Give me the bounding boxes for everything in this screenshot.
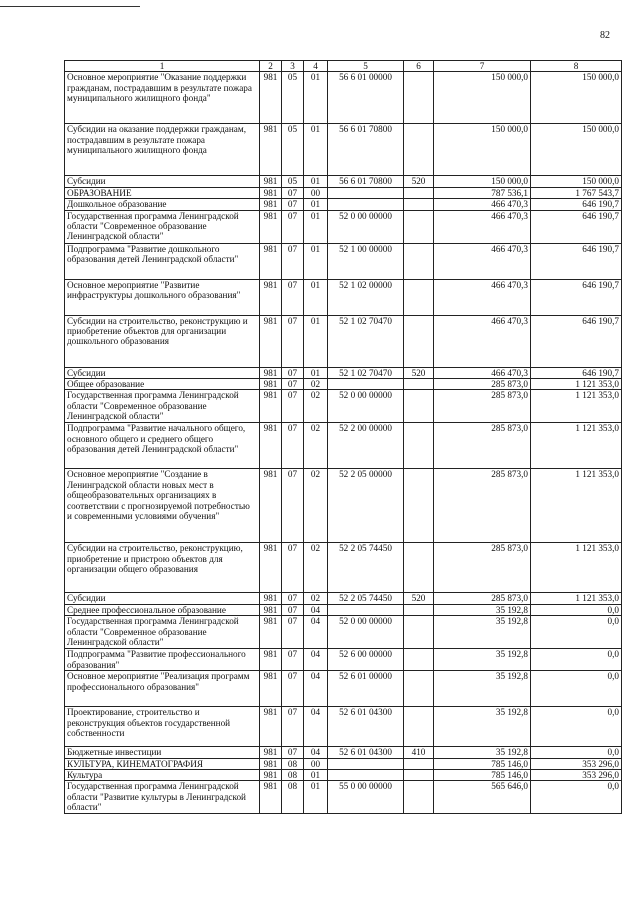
target-article-cell — [328, 770, 404, 781]
row-name-cell: Государственная программа Ленинградской области "Современное образование Ленинградской области" — [65, 390, 260, 423]
section-code-cell: 07 — [282, 616, 304, 649]
row-name-cell: Бюджетные инвестиции — [65, 747, 260, 758]
table-row — [65, 543, 622, 593]
section-code-cell: 07 — [282, 469, 304, 543]
target-article-cell: 52 6 01 04300 — [328, 707, 404, 747]
amount-year2-cell: 646 190,7 — [531, 210, 622, 243]
amount-year1-cell: 35 192,8 — [434, 707, 531, 747]
section-code-cell: 05 — [282, 72, 304, 124]
target-article-cell: 52 1 02 00000 — [328, 279, 404, 315]
subsection-code-cell: 04 — [304, 747, 328, 758]
amount-year2-cell: 353 296,0 — [531, 770, 622, 781]
table-row — [65, 781, 622, 814]
subsection-code-cell: 04 — [304, 604, 328, 615]
amount-year1-cell: 466 470,3 — [434, 243, 531, 279]
expense-type-cell — [404, 72, 434, 124]
page-number: 82 — [600, 30, 610, 41]
amount-year2-cell: 1 121 353,0 — [531, 390, 622, 423]
admin-code-cell: 981 — [260, 707, 282, 747]
target-article-cell: 52 0 00 00000 — [328, 616, 404, 649]
admin-code-cell: 981 — [260, 243, 282, 279]
admin-code-cell: 981 — [260, 423, 282, 469]
amount-year1-cell: 785 146,0 — [434, 758, 531, 769]
expense-type-cell: 520 — [404, 593, 434, 604]
table-row — [65, 315, 622, 367]
table-row — [65, 747, 622, 758]
amount-year1-cell: 285 873,0 — [434, 543, 531, 593]
amount-year2-cell: 0,0 — [531, 616, 622, 649]
amount-year2-cell: 150 000,0 — [531, 72, 622, 124]
header-row — [65, 61, 622, 72]
section-code-cell: 07 — [282, 379, 304, 390]
section-code-cell: 08 — [282, 758, 304, 769]
row-name-cell: Дошкольное образование — [65, 199, 260, 210]
table-row — [65, 671, 622, 707]
admin-code-cell: 981 — [260, 770, 282, 781]
target-article-cell: 52 2 05 74450 — [328, 593, 404, 604]
admin-code-cell: 981 — [260, 758, 282, 769]
expense-type-cell: 520 — [404, 176, 434, 187]
amount-year2-cell: 1 121 353,0 — [531, 543, 622, 593]
admin-code-cell: 981 — [260, 187, 282, 198]
expense-type-cell — [404, 124, 434, 176]
amount-year2-cell: 150 000,0 — [531, 176, 622, 187]
expense-type-cell — [404, 279, 434, 315]
subsection-code-cell: 01 — [304, 124, 328, 176]
amount-year2-cell: 0,0 — [531, 604, 622, 615]
subsection-code-cell: 01 — [304, 367, 328, 378]
top-rule — [0, 6, 140, 7]
subsection-code-cell: 01 — [304, 210, 328, 243]
amount-year1-cell: 285 873,0 — [434, 390, 531, 423]
amount-year2-cell: 0,0 — [531, 781, 622, 814]
column-header: 7 — [434, 61, 531, 72]
target-article-cell: 52 2 05 00000 — [328, 469, 404, 543]
subsection-code-cell: 02 — [304, 543, 328, 593]
section-code-cell: 08 — [282, 770, 304, 781]
row-name-cell: Среднее профессиональное образование — [65, 604, 260, 615]
row-name-cell: Культура — [65, 770, 260, 781]
expense-type-cell — [404, 770, 434, 781]
admin-code-cell: 981 — [260, 176, 282, 187]
expense-type-cell — [404, 390, 434, 423]
row-name-cell: Субсидии — [65, 593, 260, 604]
row-name-cell: Основное мероприятие "Реализация программ профессионального образования" — [65, 671, 260, 707]
subsection-code-cell: 00 — [304, 758, 328, 769]
expense-type-cell — [404, 649, 434, 671]
row-name-cell: Государственная программа Ленинградской области "Современное образование Ленинградской области" — [65, 210, 260, 243]
row-name-cell: Подпрограмма "Развитие начального общего, основного общего и среднего общего образования детей Ленинградской области" — [65, 423, 260, 469]
column-header: 8 — [531, 61, 622, 72]
admin-code-cell: 981 — [260, 543, 282, 593]
amount-year1-cell: 35 192,8 — [434, 604, 531, 615]
amount-year1-cell: 150 000,0 — [434, 72, 531, 124]
section-code-cell: 07 — [282, 543, 304, 593]
amount-year1-cell: 466 470,3 — [434, 315, 531, 367]
table-row — [65, 758, 622, 769]
section-code-cell: 07 — [282, 649, 304, 671]
table-row — [65, 199, 622, 210]
section-code-cell: 07 — [282, 187, 304, 198]
section-code-cell: 07 — [282, 671, 304, 707]
expense-type-cell — [404, 707, 434, 747]
target-article-cell — [328, 604, 404, 615]
column-header: 2 — [260, 61, 282, 72]
section-code-cell: 07 — [282, 747, 304, 758]
expense-type-cell — [404, 781, 434, 814]
subsection-code-cell: 02 — [304, 423, 328, 469]
row-name-cell: Государственная программа Ленинградской области "Развитие культуры в Ленинградской области" — [65, 781, 260, 814]
subsection-code-cell: 01 — [304, 279, 328, 315]
table-row — [65, 469, 622, 543]
target-article-cell — [328, 199, 404, 210]
subsection-code-cell: 01 — [304, 770, 328, 781]
section-code-cell: 05 — [282, 124, 304, 176]
section-code-cell: 05 — [282, 176, 304, 187]
amount-year2-cell: 1 767 543,7 — [531, 187, 622, 198]
row-name-cell: Проектирование, строительство и реконструкция объектов государственной собственности — [65, 707, 260, 747]
admin-code-cell: 981 — [260, 649, 282, 671]
target-article-cell: 56 6 01 70800 — [328, 176, 404, 187]
amount-year1-cell: 35 192,8 — [434, 747, 531, 758]
amount-year1-cell: 150 000,0 — [434, 176, 531, 187]
table-row — [65, 379, 622, 390]
amount-year2-cell: 646 190,7 — [531, 315, 622, 367]
amount-year1-cell: 466 470,3 — [434, 279, 531, 315]
admin-code-cell: 981 — [260, 379, 282, 390]
amount-year1-cell: 150 000,0 — [434, 124, 531, 176]
row-name-cell: Субсидии на строительство, реконструкцию, приобретение и пристрою объектов для организации общего образования — [65, 543, 260, 593]
expense-type-cell — [404, 315, 434, 367]
row-name-cell: Субсидии на строительство, реконструкцию и приобретение объектов для организации дошкольного образования — [65, 315, 260, 367]
target-article-cell: 52 1 02 70470 — [328, 315, 404, 367]
amount-year1-cell: 285 873,0 — [434, 423, 531, 469]
subsection-code-cell: 02 — [304, 469, 328, 543]
expense-type-cell — [404, 243, 434, 279]
table-row — [65, 176, 622, 187]
table-row — [65, 593, 622, 604]
target-article-cell: 52 6 00 00000 — [328, 649, 404, 671]
column-header: 4 — [304, 61, 328, 72]
amount-year2-cell: 0,0 — [531, 671, 622, 707]
admin-code-cell: 981 — [260, 279, 282, 315]
amount-year1-cell: 466 470,3 — [434, 367, 531, 378]
section-code-cell: 07 — [282, 593, 304, 604]
expense-type-cell — [404, 543, 434, 593]
subsection-code-cell: 02 — [304, 379, 328, 390]
expense-type-cell — [404, 671, 434, 707]
table-row — [65, 649, 622, 671]
section-code-cell: 07 — [282, 279, 304, 315]
section-code-cell: 07 — [282, 423, 304, 469]
row-name-cell: Основное мероприятие "Создание в Ленинградской области новых мест в общеобразовательных организациях в соответствии с прогнозируемой потребностью и современными условиями обучения" — [65, 469, 260, 543]
table-row — [65, 423, 622, 469]
admin-code-cell: 981 — [260, 781, 282, 814]
table-row — [65, 187, 622, 198]
row-name-cell: Общее образование — [65, 379, 260, 390]
table-row — [65, 367, 622, 378]
subsection-code-cell: 04 — [304, 707, 328, 747]
table-body — [65, 72, 622, 814]
budget-table — [64, 60, 622, 814]
subsection-code-cell: 04 — [304, 649, 328, 671]
table-row — [65, 72, 622, 124]
target-article-cell — [328, 379, 404, 390]
expense-type-cell — [404, 469, 434, 543]
subsection-code-cell: 01 — [304, 72, 328, 124]
column-header: 3 — [282, 61, 304, 72]
subsection-code-cell: 02 — [304, 593, 328, 604]
table-row — [65, 390, 622, 423]
row-name-cell: Субсидии на оказание поддержки гражданам, пострадавшим в результате пожара муниципального жилищного фонда — [65, 124, 260, 176]
expense-type-cell — [404, 210, 434, 243]
table-row — [65, 279, 622, 315]
admin-code-cell: 981 — [260, 367, 282, 378]
expense-type-cell — [404, 616, 434, 649]
admin-code-cell: 981 — [260, 315, 282, 367]
amount-year2-cell: 1 121 353,0 — [531, 593, 622, 604]
subsection-code-cell: 02 — [304, 390, 328, 423]
row-name-cell: Подпрограмма "Развитие дошкольного образования детей Ленинградской области" — [65, 243, 260, 279]
subsection-code-cell: 00 — [304, 187, 328, 198]
amount-year1-cell: 466 470,3 — [434, 199, 531, 210]
amount-year1-cell: 466 470,3 — [434, 210, 531, 243]
amount-year2-cell: 646 190,7 — [531, 199, 622, 210]
row-name-cell: Государственная программа Ленинградской области "Современное образование Ленинградской области" — [65, 616, 260, 649]
target-article-cell: 52 1 02 70470 — [328, 367, 404, 378]
subsection-code-cell: 01 — [304, 176, 328, 187]
admin-code-cell: 981 — [260, 616, 282, 649]
row-name-cell: Субсидии — [65, 367, 260, 378]
target-article-cell: 52 6 01 04300 — [328, 747, 404, 758]
admin-code-cell: 981 — [260, 593, 282, 604]
table-row — [65, 616, 622, 649]
target-article-cell: 56 6 01 00000 — [328, 72, 404, 124]
amount-year1-cell: 785 146,0 — [434, 770, 531, 781]
target-article-cell: 52 0 00 00000 — [328, 210, 404, 243]
expense-type-cell: 410 — [404, 747, 434, 758]
admin-code-cell: 981 — [260, 124, 282, 176]
amount-year2-cell: 1 121 353,0 — [531, 423, 622, 469]
admin-code-cell: 981 — [260, 390, 282, 423]
admin-code-cell: 981 — [260, 210, 282, 243]
target-article-cell: 52 0 00 00000 — [328, 390, 404, 423]
section-code-cell: 07 — [282, 367, 304, 378]
subsection-code-cell: 01 — [304, 781, 328, 814]
subsection-code-cell: 01 — [304, 315, 328, 367]
amount-year2-cell: 1 121 353,0 — [531, 469, 622, 543]
amount-year1-cell: 565 646,0 — [434, 781, 531, 814]
table-row — [65, 770, 622, 781]
section-code-cell: 07 — [282, 707, 304, 747]
subsection-code-cell: 01 — [304, 199, 328, 210]
amount-year2-cell: 0,0 — [531, 707, 622, 747]
expense-type-cell — [404, 379, 434, 390]
amount-year1-cell: 35 192,8 — [434, 671, 531, 707]
admin-code-cell: 981 — [260, 604, 282, 615]
target-article-cell: 52 1 00 00000 — [328, 243, 404, 279]
row-name-cell: ОБРАЗОВАНИЕ — [65, 187, 260, 198]
amount-year1-cell: 285 873,0 — [434, 379, 531, 390]
target-article-cell — [328, 758, 404, 769]
admin-code-cell: 981 — [260, 469, 282, 543]
subsection-code-cell: 04 — [304, 616, 328, 649]
admin-code-cell: 981 — [260, 671, 282, 707]
section-code-cell: 07 — [282, 604, 304, 615]
row-name-cell: Основное мероприятие "Оказание поддержки гражданам, пострадавшим в результате пожара муниципального жилищного фонда" — [65, 72, 260, 124]
amount-year2-cell: 150 000,0 — [531, 124, 622, 176]
amount-year2-cell: 646 190,7 — [531, 367, 622, 378]
section-code-cell: 07 — [282, 210, 304, 243]
expense-type-cell: 520 — [404, 367, 434, 378]
row-name-cell: Основное мероприятие "Развитие инфраструктуры дошкольного образования" — [65, 279, 260, 315]
expense-type-cell — [404, 604, 434, 615]
column-header: 5 — [328, 61, 404, 72]
expense-type-cell — [404, 187, 434, 198]
subsection-code-cell: 04 — [304, 671, 328, 707]
table-row — [65, 210, 622, 243]
target-article-cell — [328, 187, 404, 198]
column-header: 1 — [65, 61, 260, 72]
expense-type-cell — [404, 758, 434, 769]
section-code-cell: 07 — [282, 315, 304, 367]
amount-year2-cell: 353 296,0 — [531, 758, 622, 769]
table-row — [65, 243, 622, 279]
table-row — [65, 124, 622, 176]
amount-year2-cell: 0,0 — [531, 649, 622, 671]
amount-year1-cell: 285 873,0 — [434, 593, 531, 604]
target-article-cell: 52 6 01 00000 — [328, 671, 404, 707]
amount-year2-cell: 646 190,7 — [531, 279, 622, 315]
expense-type-cell — [404, 199, 434, 210]
amount-year1-cell: 787 536,1 — [434, 187, 531, 198]
admin-code-cell: 981 — [260, 199, 282, 210]
row-name-cell: КУЛЬТУРА, КИНЕМАТОГРАФИЯ — [65, 758, 260, 769]
amount-year1-cell: 35 192,8 — [434, 616, 531, 649]
amount-year1-cell: 285 873,0 — [434, 469, 531, 543]
amount-year2-cell: 1 121 353,0 — [531, 379, 622, 390]
amount-year2-cell: 0,0 — [531, 747, 622, 758]
target-article-cell: 52 2 05 74450 — [328, 543, 404, 593]
target-article-cell: 55 0 00 00000 — [328, 781, 404, 814]
row-name-cell: Подпрограмма "Развитие профессионального образования" — [65, 649, 260, 671]
section-code-cell: 07 — [282, 243, 304, 279]
column-header: 6 — [404, 61, 434, 72]
section-code-cell: 07 — [282, 199, 304, 210]
section-code-cell: 07 — [282, 390, 304, 423]
section-code-cell: 08 — [282, 781, 304, 814]
admin-code-cell: 981 — [260, 72, 282, 124]
target-article-cell: 56 6 01 70800 — [328, 124, 404, 176]
table-row — [65, 604, 622, 615]
amount-year1-cell: 35 192,8 — [434, 649, 531, 671]
table-row — [65, 707, 622, 747]
expense-type-cell — [404, 423, 434, 469]
target-article-cell: 52 2 00 00000 — [328, 423, 404, 469]
row-name-cell: Субсидии — [65, 176, 260, 187]
admin-code-cell: 981 — [260, 747, 282, 758]
amount-year2-cell: 646 190,7 — [531, 243, 622, 279]
subsection-code-cell: 01 — [304, 243, 328, 279]
